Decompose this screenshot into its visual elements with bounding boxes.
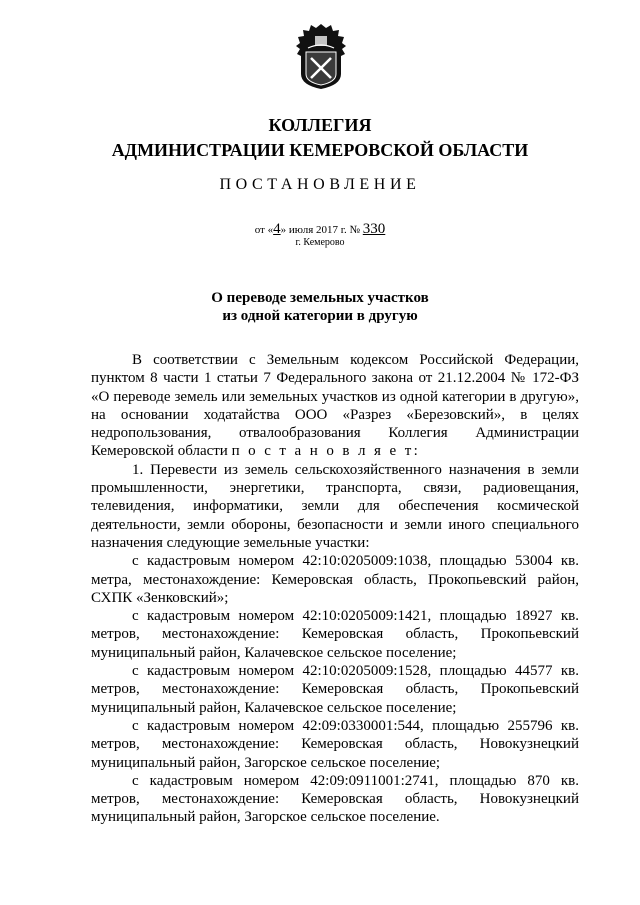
parcel-1: с кадастровым номером 42:10:0205009:1038, площадью 53004 кв. метра, местонахождение: Кемеровская область, Прокопьевский район, СХПК «Зенковский»; (91, 553, 579, 606)
coat-of-arms-icon (293, 22, 349, 90)
parcel-3: с кадастровым номером 42:10:0205009:1528, площадью 44577 кв. метров, местонахождение: Кемеровская область, Прокопьевский муниципальный район, Калачевское сельское поселение; (91, 663, 579, 716)
date-number-line (0, 221, 640, 238)
parcel-5: с кадастровым номером 42:09:0911001:2741, площадью 870 кв. метров, местонахождение: Кемеровская область, Новокузнецкий муниципальный район, Загорское сельское поселение. (91, 772, 579, 826)
date-month-year: » июля 2017 г. № (280, 224, 361, 236)
document-title-line2: из одной категории в другую (222, 308, 418, 324)
date-day: 4 (273, 221, 281, 237)
resolve-word: п о с т а н о в л я е т: (231, 443, 421, 460)
document-type: ПОСТАНОВЛЕНИЕ (219, 176, 421, 193)
preamble-paragraph (91, 351, 579, 461)
item-1-paragraph: 1. Перевести из земель сельскохозяйственного назначения в земли промышленности, энергетики, транспорта, связи, радиовещания, телевидения, информатики, земли для обеспечения космической деятельности, земли обороны, безопасности и земли иного специального назначения следующие земельные участки: (91, 461, 579, 551)
document-title-line1: О переводе земельных участков (211, 290, 429, 306)
document-body (91, 351, 579, 827)
organization-subtitle: АДМИНИСТРАЦИИ КЕМЕРОВСКОЙ ОБЛАСТИ (111, 140, 529, 160)
document-number: 330 (362, 221, 386, 237)
parcel-2: с кадастровым номером 42:10:0205009:1421, площадью 18927 кв. метров, местонахождение: Кемеровская область, Прокопьевский муниципальный район, Калачевское сельское поселение; (91, 608, 579, 661)
date-prefix: от « (254, 224, 274, 236)
organization-name: КОЛЛЕГИЯ (268, 115, 372, 135)
parcel-4: с кадастровым номером 42:09:0330001:544, площадью 255796 кв. метров, местонахождение: Кемеровская область, Новокузнецкий муниципальный район, Загорское сельское поселение; (91, 717, 579, 771)
preamble-text: В соответствии с Земельным кодексом Российской Федерации, пунктом 8 части 1 статьи 7 Федерального закона от 21.12.2004 № 172-ФЗ «О переводе земель или земельных участков из одной категории в другую», на основании ходатайства ООО «Разрез «Березовский», в целях недропользования, отвалообразования Коллегия Администрации Кемеровской области (91, 352, 579, 460)
city: г. Кемерово (295, 237, 345, 248)
